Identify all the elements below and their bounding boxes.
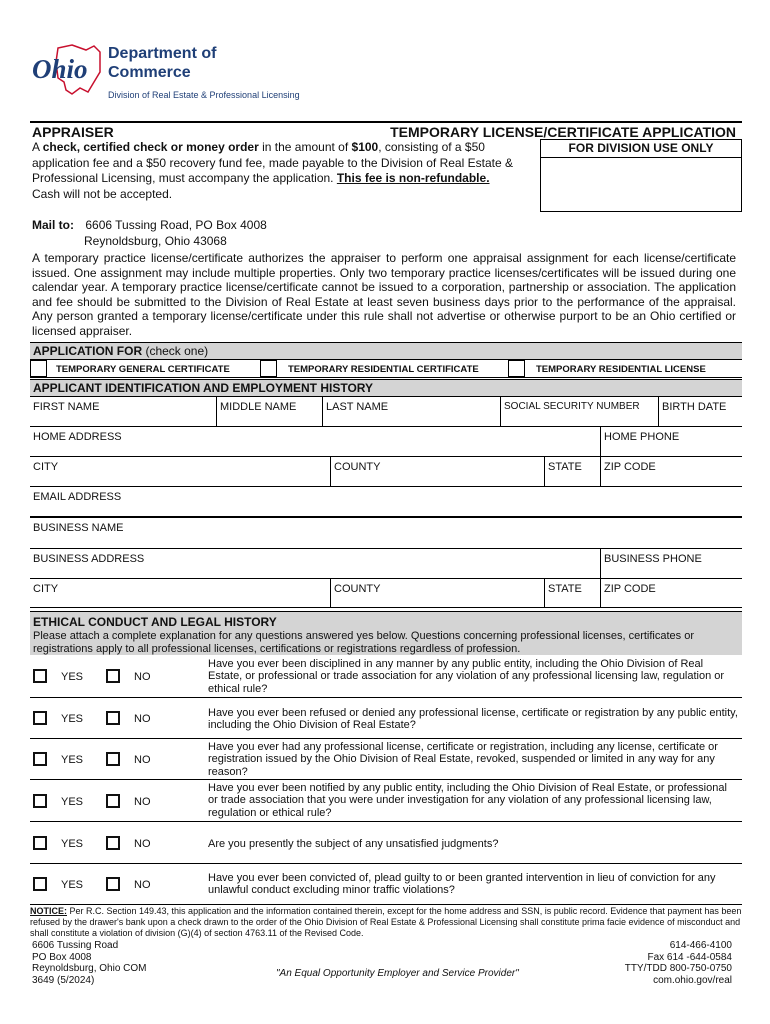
home-phone-field[interactable]: HOME PHONE — [600, 427, 742, 456]
residential-certificate-checkbox[interactable] — [260, 360, 277, 377]
q5-no-checkbox[interactable] — [106, 836, 120, 850]
last-name-field[interactable]: LAST NAME — [322, 397, 500, 426]
question-1: YES NO Have you ever been disciplined in any manner by any public entity, including the Ohio Division of Real Estate, or professional or trade association for any violation of any professional licensing law, regulation or ethical rule? — [30, 656, 742, 697]
email-field[interactable]: EMAIL ADDRESS — [33, 491, 122, 503]
home-zip-field[interactable]: ZIP CODE — [600, 457, 742, 486]
q1-yes-checkbox[interactable] — [33, 669, 47, 683]
general-certificate-checkbox[interactable] — [30, 360, 47, 377]
home-address-field[interactable]: HOME ADDRESS — [33, 431, 122, 443]
form-number: 3649 (5/2024) — [32, 974, 95, 986]
non-refundable-note: This fee is non-refundable. — [336, 171, 490, 185]
question-4-text: Have you ever been notified by any public entity, including the Ohio Division of Real Estate, or professional or trade association that you were under investigation for any violation of any professional licensing law, regulation or ethical rule? — [208, 782, 727, 819]
residential-license-label: TEMPORARY RESIDENTIAL LICENSE — [536, 364, 706, 375]
middle-name-field[interactable]: MIDDLE NAME — [216, 397, 322, 426]
email-row — [30, 486, 742, 516]
website: com.ohio.gov/real — [653, 974, 732, 986]
ethics-note: Please attach a complete explanation for any questions answered yes below. Questions concerning professional licenses, certificates or registrations apply to all professional licenses, certifications or registrations regardless of profession. — [33, 630, 694, 655]
question-4: YES NO Have you ever been notified by any public entity, including the Ohio Division of Real Estate, or professional or trade association that you were under investigation for any violation of any professional licensing law, regulation or ethical rule? — [30, 779, 742, 821]
equal-opportunity-motto: "An Equal Opportunity Employer and Service Provider" — [276, 968, 519, 979]
fax-number: Fax 614 -644-0584 — [647, 951, 732, 963]
question-3: YES NO Have you ever had any professional license, certificate or registration, including any license, certificate or registration issued by the Ohio Division of Real Estate, revoked, suspended or limited in any way for any reason? — [30, 738, 742, 779]
ssn-field[interactable]: SOCIAL SECURITY NUMBER — [500, 397, 658, 426]
q3-no-checkbox[interactable] — [106, 752, 120, 766]
business-address-field[interactable]: BUSINESS ADDRESS — [33, 553, 145, 565]
application-type-options — [30, 359, 742, 378]
applicant-section-header: APPLICANT IDENTIFICATION AND EMPLOYMENT HISTORY — [30, 379, 742, 396]
home-county-field[interactable]: COUNTY — [330, 457, 544, 486]
ohio-state-outline-icon — [28, 42, 108, 104]
application-for-header: APPLICATION FOR (check one) — [30, 342, 742, 359]
q4-yes-checkbox[interactable] — [33, 794, 47, 808]
question-5: YES NO Are you presently the subject of any unsatisfied judgments? — [30, 821, 742, 863]
footer-address: 6606 Tussing Road PO Box 4008 Reynoldsburg, Ohio COM 3649 (5/2024) — [32, 940, 147, 986]
form-title-bar — [30, 121, 742, 138]
cash-note: Cash will not be accepted. — [32, 186, 173, 201]
question-2: YES NO Have you ever been refused or denied any professional license, certificate or registration by any public entity, including the Ohio Division of Real Estate? — [30, 697, 742, 738]
division-use-box — [540, 139, 742, 212]
home-city-row — [30, 456, 742, 486]
question-3-text: Have you ever had any professional license, certificate or registration, including any license, certificate or registration issued by the Ohio Division of Real Estate, revoked, suspended or limited in any way for any reason? — [208, 741, 718, 778]
footer-contact — [625, 940, 732, 986]
temporary-license-paragraph: A temporary practice license/certificate authorizes the appraiser to perform one appraisal assignment for each license/certificate issued. One assignment may include multiple properties. Only two temporary practice licenses/certificates will be issued during one calendar year. A temporary practice license/certificate cannot be issued to a corporation, partnership or association. The application and fee should be submitted to the Division of Real Estate at least seven business days prior to the performance of the appraisal. Any person granted a temporary license/certificate under this rule shall not advertise or otherwise purport to be an Ohio certified or licensed appraiser. — [32, 251, 736, 338]
business-phone-field[interactable]: BUSINESS PHONE — [600, 549, 742, 578]
ohio-logo-text: Ohio — [32, 54, 88, 84]
business-name-field[interactable]: BUSINESS NAME — [33, 522, 124, 534]
business-city-row — [30, 578, 742, 608]
division-use-title: FOR DIVISION USE ONLY — [541, 140, 741, 158]
form-title-left: APPRAISER — [32, 124, 114, 140]
fee-instructions: A check, certified check or money order in the amount of $100, consisting of a $50 application fee and a $50 recovery fund fee, made payable to the Division of Real Estate & Professional Licensing, must accompany the application. This fee is non-refundable. Cash will not be accepted. — [32, 140, 513, 201]
birth-date-field[interactable]: BIRTH DATE — [658, 397, 742, 426]
mail-to-label: Mail to: — [32, 218, 74, 232]
mailing-address: Mail to: 6606 Tussing Road, PO Box 4008 Reynoldsburg, Ohio 43068 — [32, 218, 267, 248]
q3-yes-checkbox[interactable] — [33, 752, 47, 766]
residential-certificate-label: TEMPORARY RESIDENTIAL CERTIFICATE — [288, 364, 479, 375]
q1-no-checkbox[interactable] — [106, 669, 120, 683]
division-name: Division of Real Estate & Professional Licensing — [108, 90, 300, 100]
residential-license-checkbox[interactable] — [508, 360, 525, 377]
q2-no-checkbox[interactable] — [106, 711, 120, 725]
question-6: YES NO Have you ever been convicted of, plead guilty to or been granted intervention in lieu of conviction for any unlawful conduct excluding minor traffic violations? — [30, 863, 742, 904]
business-name-row — [30, 516, 742, 548]
business-city-field[interactable]: CITY — [33, 583, 59, 595]
question-1-text: Have you ever been disciplined in any manner by any public entity, including the Ohio Division of Real Estate, or professional or trade association for any violation of any professional licensing law, regulation or ethical rule? — [208, 658, 725, 695]
first-name-field[interactable]: FIRST NAME — [33, 401, 100, 413]
q5-yes-checkbox[interactable] — [33, 836, 47, 850]
ohio-commerce-logo — [28, 42, 298, 104]
business-county-field[interactable]: COUNTY — [330, 579, 544, 607]
q6-yes-checkbox[interactable] — [33, 877, 47, 891]
home-address-row — [30, 426, 742, 456]
business-zip-field[interactable]: ZIP CODE — [600, 579, 742, 607]
home-state-field[interactable]: STATE — [544, 457, 600, 486]
name-row — [30, 396, 742, 426]
question-5-text: Are you presently the subject of any unsatisfied judgments? — [208, 838, 499, 850]
question-2-text: Have you ever been refused or denied any professional license, certificate or registration by any public entity, including the Ohio Division of Real Estate? — [208, 707, 738, 732]
q4-no-checkbox[interactable] — [106, 794, 120, 808]
public-record-notice: NOTICE: Per R.C. Section 149.43, this application and the information contained therein, except for the home address and SSN, is public record. Evidence that payment has been refused by the drawer's bank upon a check drawn to the order of the Ohio Division of Real Estate & Professional Licensing shall constitute prima facie evidence of misconduct and shall constitute a violation of division (G)(4) of section 4763.11 of the Revised Code. — [30, 906, 742, 938]
business-address-row — [30, 548, 742, 578]
department-name: Department of Commerce — [108, 45, 217, 81]
q2-yes-checkbox[interactable] — [33, 711, 47, 725]
phone-number: 614-466-4100 — [669, 940, 732, 951]
business-state-field[interactable]: STATE — [544, 579, 600, 607]
tty-number: TTY/TDD 800-750-0750 — [624, 963, 732, 974]
ethics-section-header: ETHICAL CONDUCT AND LEGAL HISTORY Please attach a complete explanation for any questions answered yes below. Questions concerning professional licenses, certificates or registrations apply to all professional licenses, certifications or registrations regardless of profession. — [30, 611, 742, 655]
home-city-field[interactable]: CITY — [33, 461, 59, 473]
q6-no-checkbox[interactable] — [106, 877, 120, 891]
form-title-right: TEMPORARY LICENSE/CERTIFICATE APPLICATION — [390, 124, 736, 140]
general-certificate-label: TEMPORARY GENERAL CERTIFICATE — [56, 364, 230, 375]
question-6-text: Have you ever been convicted of, plead guilty to or been granted intervention in lieu of conviction for any unlawful conduct excluding minor traffic violations? — [208, 872, 716, 897]
